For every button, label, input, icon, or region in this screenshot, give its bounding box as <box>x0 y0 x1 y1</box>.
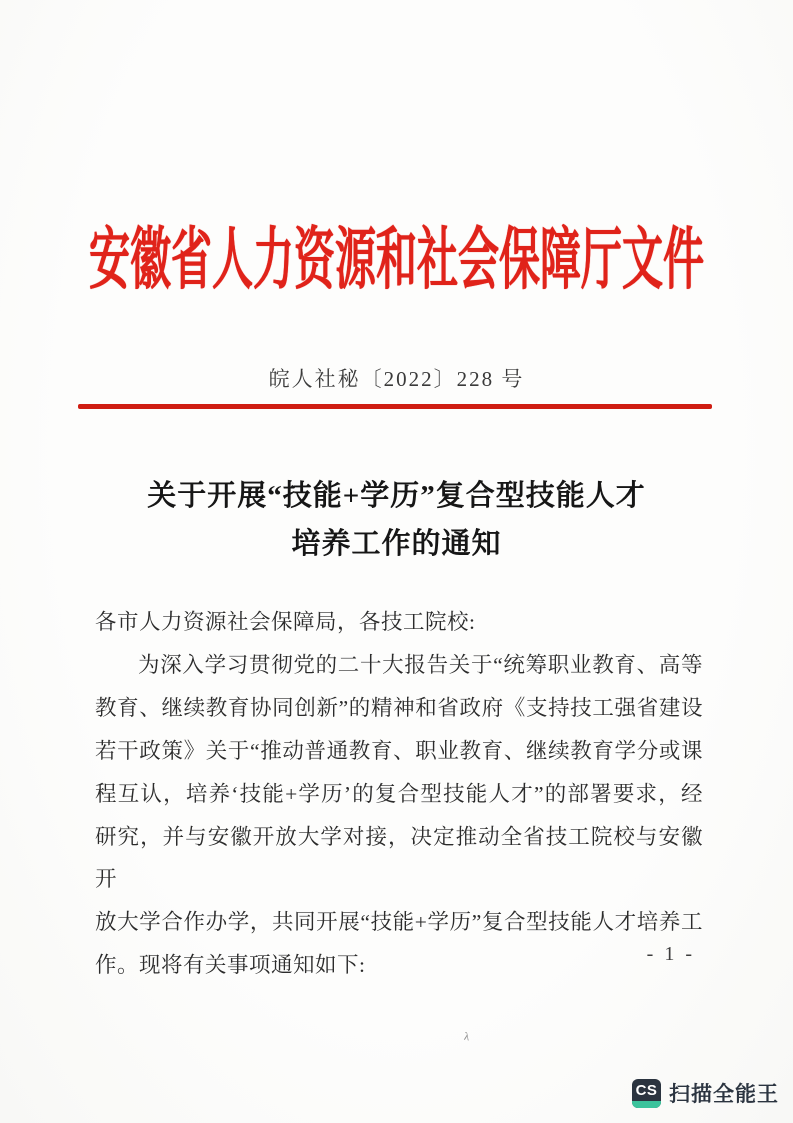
document-body <box>95 601 703 987</box>
camscanner-app-name: 扫描全能王 <box>669 1083 779 1106</box>
camscanner-logo-text: CS <box>635 1082 658 1099</box>
letterhead-banner <box>0 205 793 301</box>
letterhead-title: 安徽省人力资源和社会保障厅文件 <box>89 220 704 297</box>
body-line: 作。现将有关事项通知如下: <box>95 953 366 978</box>
notice-title-line-2: 培养工作的通知 <box>291 528 502 560</box>
camscanner-logo-teal-strip <box>632 1101 661 1108</box>
notice-title-line-1: 关于开展“技能+学历”复合型技能人才 <box>147 480 646 512</box>
body-line: 为深入学习贯彻党的二十大报告关于“统筹职业教育、高等 <box>138 652 703 677</box>
page-number: - 1 - <box>646 943 695 965</box>
camscanner-watermark <box>632 1078 779 1108</box>
body-line: 教育、继续教育协同创新”的精神和省政府《支持技工强省建设 <box>95 695 703 720</box>
body-line: 程互认，培养‘技能+学历’的复合型技能人才”的部署要求，经 <box>95 781 703 806</box>
scan-artifact: λ <box>463 1030 471 1044</box>
body-line: 放大学合作办学，共同开展“技能+学历”复合型技能人才培养工 <box>95 910 703 935</box>
red-divider-rule <box>78 404 712 409</box>
body-line: 研究，并与安徽开放大学对接，决定推动全省技工院校与安徽开 <box>95 824 703 892</box>
notice-title <box>0 472 793 568</box>
salutation-line: 各市人力资源社会保障局，各技工院校: <box>95 610 476 634</box>
body-line: 若干政策》关于“推动普通教育、职业教育、继续教育学分或课 <box>95 738 703 763</box>
camscanner-logo-icon <box>632 1079 661 1108</box>
document-number: 皖人社秘〔2022〕228 号 <box>268 367 525 391</box>
